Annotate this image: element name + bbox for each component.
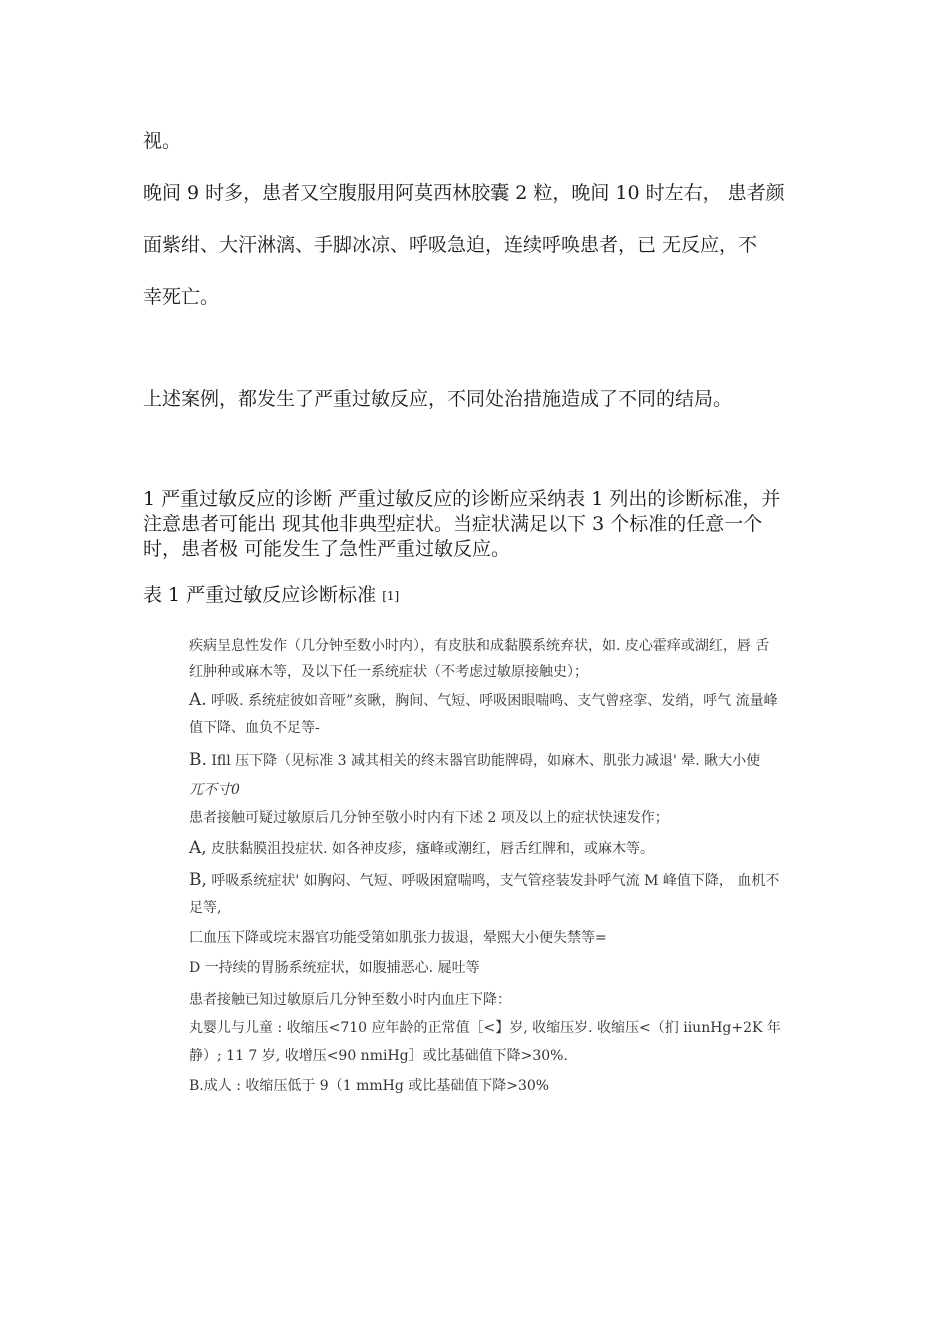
criterion-2-item-b-line-1 <box>189 870 779 891</box>
criterion-2-item-c: 匚血压下降或垸末器官功能受第如肌张力拔退，晕熙大小便失禁等= <box>189 930 607 946</box>
criterion-2-item-a <box>189 838 654 859</box>
criterion-2-item-d: D 一持续的胃肠系统症状，如腹捕恶心. 屣吐等 <box>189 960 480 976</box>
criterion-1-line-1: 疾病呈息性发作（几分钟至数小时内），有皮肤和成黏膜系统弃状，如. 皮心霍痒或湖红，唇 舌 <box>189 638 770 654</box>
table-title <box>143 582 823 609</box>
paragraph-continuation: 视。 <box>143 130 182 152</box>
paragraph-case-line-1: 晚间 9 时多，患者又空腹服用阿莫西林胶囊 2 粒，晚间 10 时左右， 患者颜 <box>143 182 785 204</box>
criterion-1-item-a-line-1 <box>189 690 778 711</box>
criterion-3-line-1: 患者接触已知过敏原后几分钟至数小时内血庄下降： <box>189 992 511 1008</box>
criterion-2-item-b-line-2: 足等, <box>189 900 222 916</box>
paragraph-case-line-3: 幸死亡。 <box>143 286 220 308</box>
criterion-2-line-1: 患者接触可疑过敏原后几分钟至敬小时内有下述 2 项及以上的症状快速发作； <box>189 810 669 826</box>
criterion-1-item-b-line-1 <box>189 750 760 771</box>
item-marker: A. <box>189 690 207 710</box>
criterion-3-item-b: B.成人 : 收缩压低于 9（1 mmHg 或比基础值下降>30% <box>189 1078 550 1094</box>
item-text: Ifll 压下降（见标准 3 减其相关的终末器官助能牌碍，如麻木、肌张力减退' 晕. 瞅大小使 <box>206 753 761 769</box>
table-title-text: 表 1 严重过敏反应诊断标准 <box>143 584 377 606</box>
section-diagnosis-line-1: 1 严重过敏反应的诊断 严重过敏反应的诊断应采纳表 1 列出的诊断标准，并 <box>143 488 781 510</box>
item-text: 呼吸. 系统症彼如音哑”亥瞅，胸间、气短、呼吸困眼喘鸣、支气曾痉挛、发绡，呼气 流量峰 <box>206 693 778 709</box>
item-text: 呼吸系统症状' 如胸闷、气短、呼吸困窟喘鸣，支气管痉装发卦呼气流 M 峰值下降， 血机不 <box>206 873 780 889</box>
paragraph-summary: 上述案例，都发生了严重过敏反应，不同处治措施造成了不同的结局。 <box>143 388 733 410</box>
item-text: 皮肤黏膜沮投症状. 如各神皮疹，瘙峰或潮红，唇舌红牌和，或麻木等。 <box>206 841 655 857</box>
section-diagnosis-line-2: 注意患者可能出 现其他非典型症状。当症状满足以下 3 个标准的任意一个 <box>143 513 763 535</box>
section-diagnosis-line-3: 时，患者极 可能发生了急性严重过敏反应。 <box>143 538 511 560</box>
criterion-3-item-a-line-1: 丸婴儿与儿童 : 收缩压<710 应年龄的正常值［<】岁, 收缩压岁. 收缩压<（扪 iiunHg+2K 年 <box>189 1020 781 1036</box>
item-marker: A, <box>189 838 207 858</box>
criterion-3-item-a-line-2: 静）; 11 7 岁, 收增压<90 nmiHg］或比基础值下降>30%. <box>189 1048 568 1064</box>
item-marker: B. <box>189 750 207 770</box>
criterion-1-item-a-line-2: 值下降、血负不足等- <box>189 720 320 736</box>
criterion-1-item-b-line-2: 兀不寸0 <box>189 782 240 798</box>
paragraph-case-line-2: 面紫绀、大汗淋漓、手脚冰凉、呼吸急迫，连续呼唤患者，已 无反应，不 <box>143 234 758 256</box>
item-marker: B, <box>189 870 207 890</box>
criterion-1-line-2: 红肿种或麻木等，及以下任一系统症状（不考虑过敏原接触史）； <box>189 664 588 680</box>
table-citation: [1] <box>382 589 400 603</box>
